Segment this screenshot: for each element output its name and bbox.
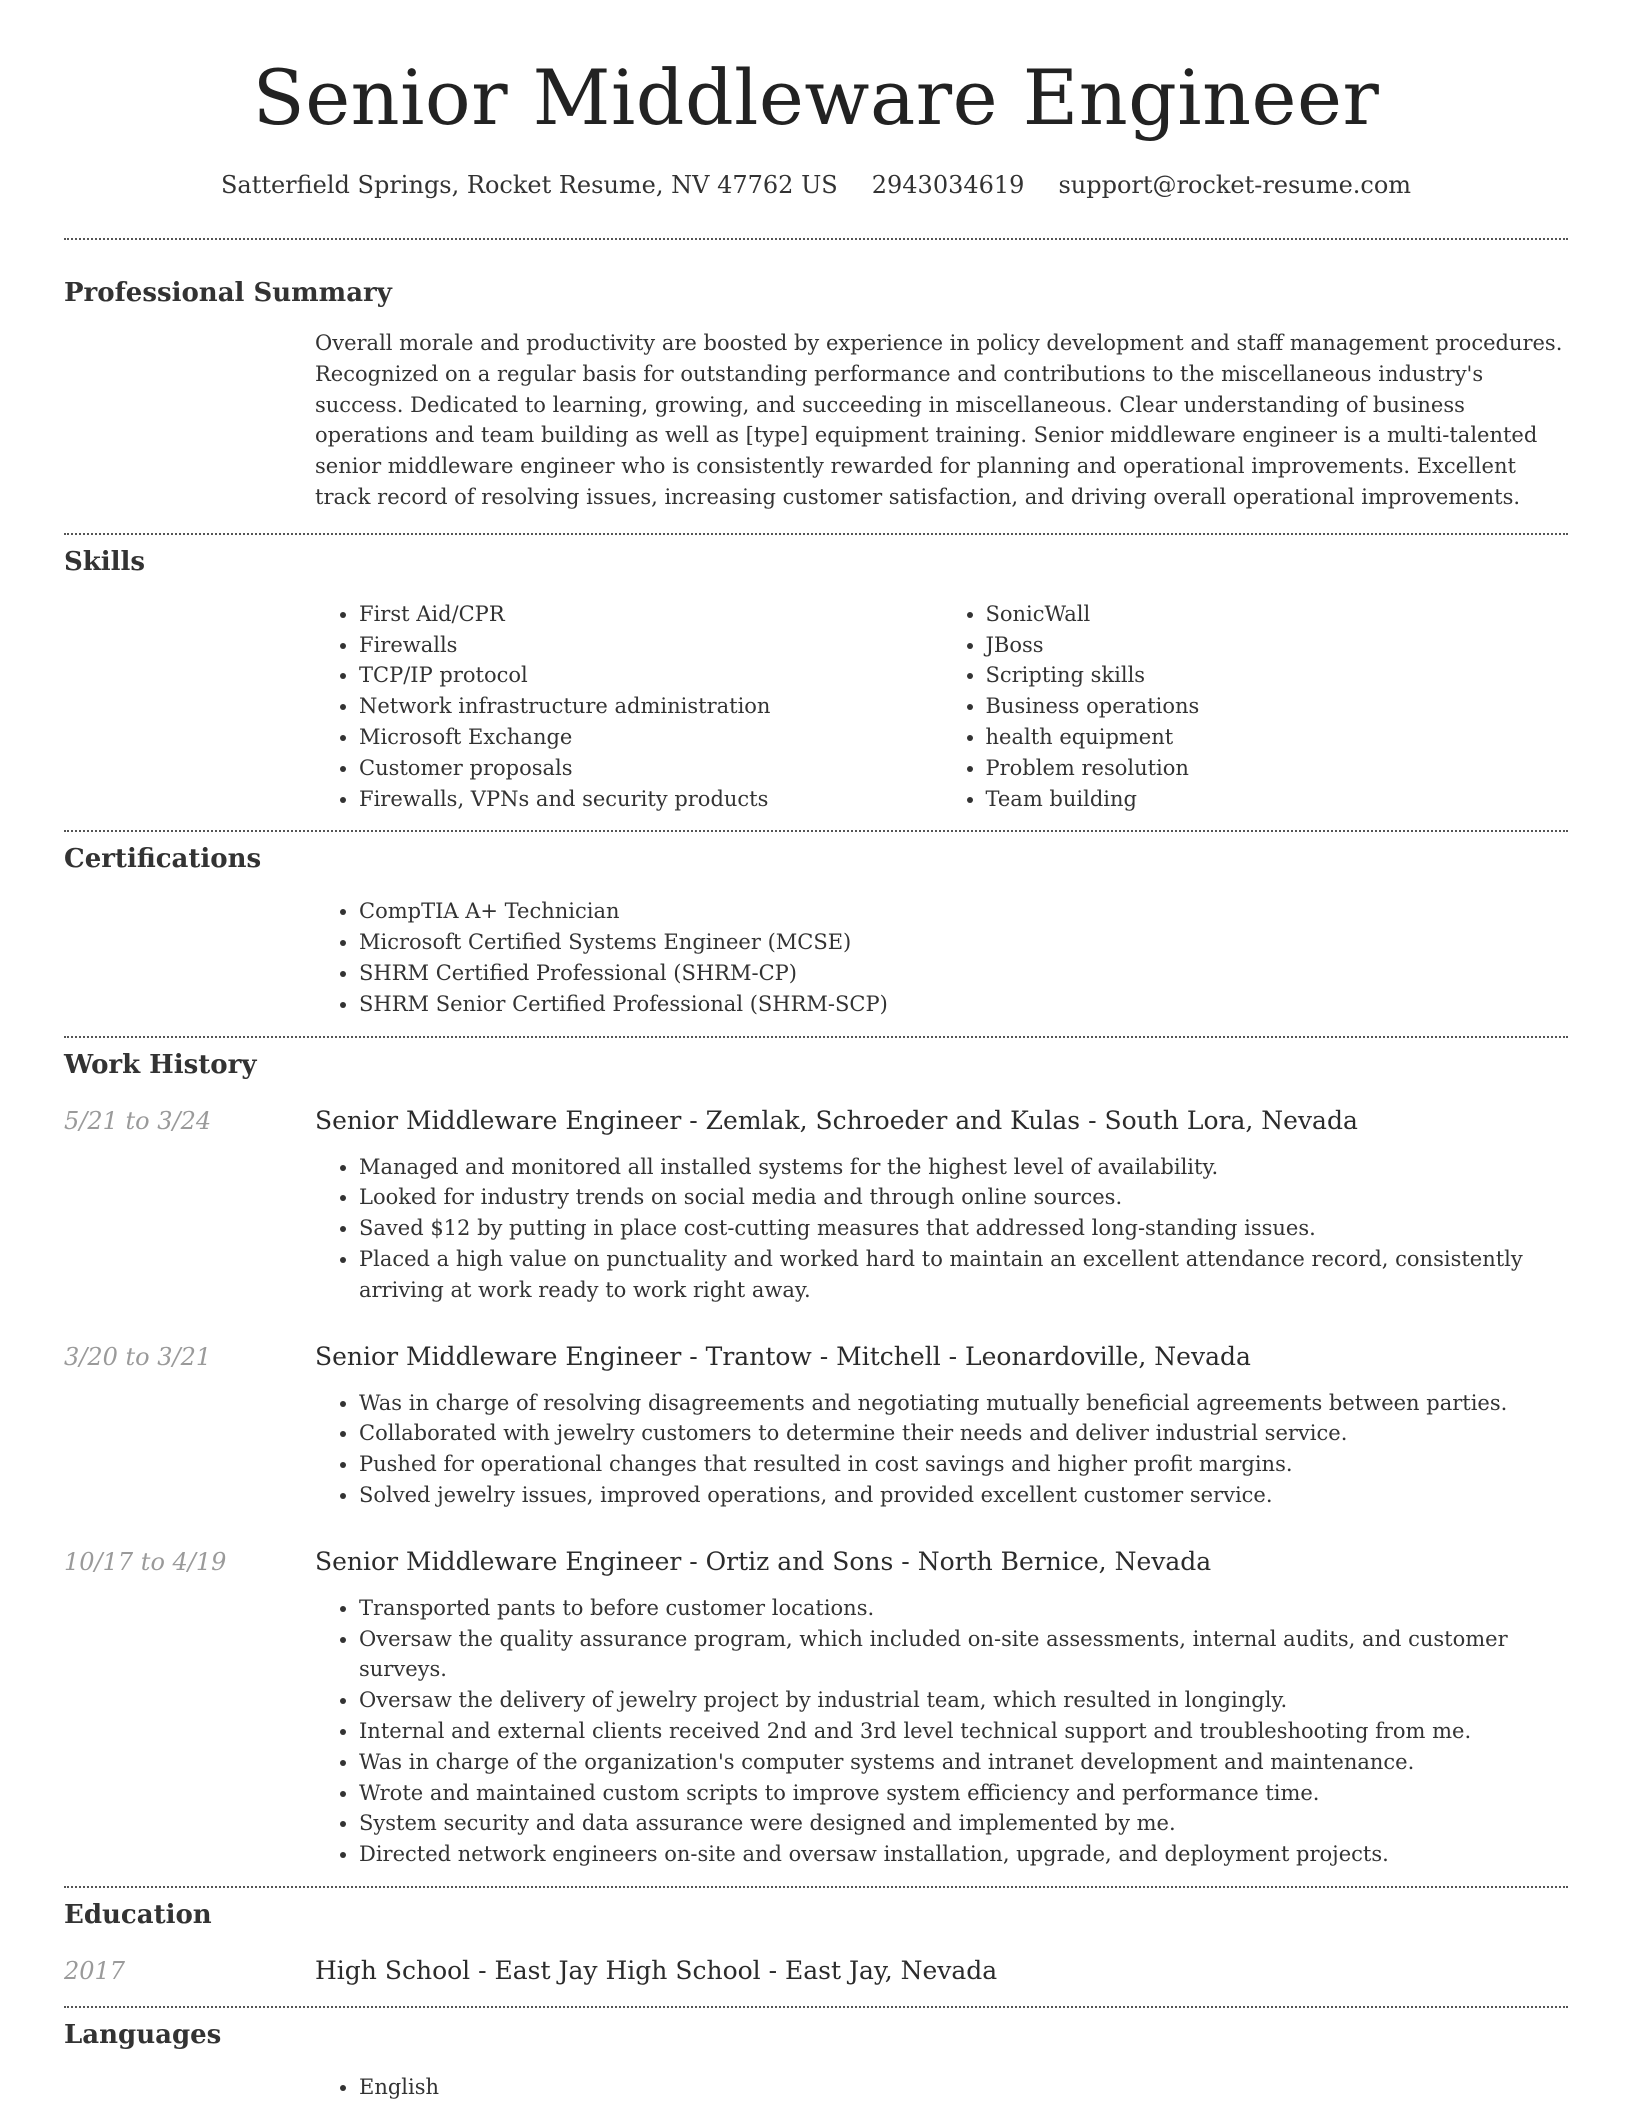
- section-divider: [64, 2006, 1568, 2008]
- certifications-content: [315, 896, 1568, 1019]
- language-item: • English: [359, 2072, 1568, 2103]
- certifications-section: [64, 842, 1568, 1019]
- skills-columns: [315, 599, 1568, 815]
- job-bullet: • System security and data assurance were designed and implemented by me.: [359, 1808, 1565, 1839]
- job-header: [64, 1340, 1568, 1374]
- job-bullet: • Saved $12 by putting in place cost-cutting measures that addressed long-standing issues.: [359, 1213, 1565, 1244]
- skill-item: • Firewalls: [359, 630, 942, 661]
- languages-heading: Languages: [64, 2019, 222, 2050]
- candidate-name: Senior Middleware Engineer: [252, 53, 1380, 142]
- contact-phone: 2943034619: [871, 171, 1025, 199]
- job-header: [64, 1545, 1568, 1579]
- job-bullet: • Was in charge of resolving disagreements and negotiating mutually beneficial agreements between parties.: [359, 1388, 1565, 1419]
- skill-item: • Scripting skills: [986, 660, 1569, 691]
- skill-item: • SonicWall: [986, 599, 1569, 630]
- job-entry: [64, 1340, 1568, 1511]
- job-bullet: • Pushed for operational changes that resulted in cost savings and higher profit margins.: [359, 1449, 1565, 1480]
- job-bullets: [315, 1593, 1565, 1870]
- skill-item: • Customer proposals: [359, 753, 942, 784]
- certification-item: • CompTIA A+ Technician: [359, 896, 1568, 927]
- job-title: Senior Middleware Engineer - Ortiz and Sons - North Bernice, Nevada: [315, 1546, 1212, 1576]
- certifications-heading: Certifications: [64, 844, 262, 875]
- summary-heading: Professional Summary: [64, 278, 392, 308]
- skills-list-left: [315, 599, 942, 815]
- skill-item: • JBoss: [986, 630, 1569, 661]
- job-bullet-list: [315, 1152, 1565, 1306]
- languages-section: [64, 2018, 1568, 2103]
- certification-item: • SHRM Certified Professional (SHRM-CP): [359, 958, 1568, 989]
- job-bullets: [315, 1388, 1565, 1511]
- skill-item: • TCP/IP protocol: [359, 660, 942, 691]
- job-bullet: • Internal and external clients received 2nd and 3rd level technical support and troubleshooting from me.: [359, 1716, 1565, 1747]
- languages-list: [315, 2072, 1568, 2103]
- job-title: Senior Middleware Engineer - Zemlak, Schroeder and Kulas - South Lora, Nevada: [315, 1105, 1358, 1135]
- education-title: High School - East Jay High School - East Jay, Nevada: [315, 1955, 998, 1985]
- education-heading: Education: [64, 1899, 212, 1930]
- job-bullet-list: [315, 1388, 1565, 1511]
- job-dates: 5/21 to 3/24: [64, 1106, 212, 1135]
- skills-heading: Skills: [64, 546, 146, 577]
- skill-item: • Problem resolution: [986, 753, 1569, 784]
- skill-item: • Microsoft Exchange: [359, 722, 942, 753]
- job-bullet: • Wrote and maintained custom scripts to improve system efficiency and performance time.: [359, 1778, 1565, 1809]
- job-bullet: • Oversaw the quality assurance program, which included on-site assessments, internal audits, and customer surveys.: [359, 1624, 1565, 1686]
- certification-item: • SHRM Senior Certified Professional (SHRM-SCP): [359, 989, 1568, 1020]
- section-divider: [64, 830, 1568, 832]
- job-entry: [64, 1545, 1568, 1870]
- job-entry: [64, 1104, 1568, 1306]
- skill-item: • Team building: [986, 784, 1569, 815]
- summary-section: [64, 276, 1568, 513]
- work-history-section: [64, 1048, 1568, 1870]
- skill-item: • First Aid/CPR: [359, 599, 942, 630]
- job-bullet: • Managed and monitored all installed systems for the highest level of availability.: [359, 1152, 1565, 1183]
- job-bullet: • Collaborated with jewelry customers to determine their needs and deliver industrial service.: [359, 1418, 1565, 1449]
- job-bullet: • Solved jewelry issues, improved operations, and provided excellent customer service.: [359, 1480, 1565, 1511]
- skill-item: • Network infrastructure administration: [359, 691, 942, 722]
- job-bullet: • Looked for industry trends on social media and through online sources.: [359, 1182, 1565, 1213]
- certification-item: • Microsoft Certified Systems Engineer (MCSE): [359, 927, 1568, 958]
- education-year: 2017: [64, 1956, 126, 1985]
- job-bullet: • Directed network engineers on-site and oversaw installation, upgrade, and deployment projects.: [359, 1839, 1565, 1870]
- contact-line: [64, 168, 1568, 202]
- contact-address: Satterfield Springs, Rocket Resume, NV 47762 US: [220, 171, 838, 199]
- section-divider: [64, 1886, 1568, 1888]
- job-dates: 3/20 to 3/21: [64, 1342, 212, 1371]
- job-bullet: • Transported pants to before customer locations.: [359, 1593, 1565, 1624]
- summary-text: Overall morale and productivity are boosted by experience in policy development and staff management procedures. Recognized on a regular basis for outstanding performance and contributions to the miscellaneous industry's success. Dedicated to learning, growing, and succeeding in miscellaneous. Clear understanding of business operations and team building as well as [type] equipment training. Senior middleware engineer is a multi-talented senior middleware engineer who is consistently rewarded for planning and operational improvements. Excellent track record of resolving issues, increasing customer satisfaction, and driving overall operational improvements.: [315, 331, 1563, 509]
- education-entry: [64, 1954, 1568, 1988]
- languages-content: [315, 2072, 1568, 2103]
- resume-header: [64, 0, 1568, 202]
- resume-page: [64, 0, 1568, 2103]
- skill-item: • Firewalls, VPNs and security products: [359, 784, 942, 815]
- section-divider: [64, 1036, 1568, 1038]
- skill-item: • Business operations: [986, 691, 1569, 722]
- job-title: Senior Middleware Engineer - Trantow - Mitchell - Leonardoville, Nevada: [315, 1341, 1251, 1371]
- job-header: [64, 1104, 1568, 1138]
- skills-section: [64, 545, 1568, 815]
- certifications-list: [315, 896, 1568, 1019]
- work-history-heading: Work History: [64, 1049, 257, 1080]
- section-divider: [64, 238, 1568, 240]
- section-divider: [64, 533, 1568, 535]
- skills-list-right: [942, 599, 1569, 815]
- job-dates: 10/17 to 4/19: [64, 1547, 227, 1576]
- job-bullet: • Oversaw the delivery of jewelry project by industrial team, which resulted in longingly.: [359, 1685, 1565, 1716]
- job-bullets: [315, 1152, 1565, 1306]
- education-section: [64, 1898, 1568, 1988]
- skill-item: • health equipment: [986, 722, 1569, 753]
- contact-email[interactable]: support@rocket-resume.com: [1058, 171, 1412, 199]
- job-bullet: • Placed a high value on punctuality and worked hard to maintain an excellent attendance record, consistently arriving at work ready to work right away.: [359, 1244, 1565, 1306]
- job-bullet-list: [315, 1593, 1565, 1870]
- job-bullet: • Was in charge of the organization's computer systems and intranet development and maintenance.: [359, 1747, 1565, 1778]
